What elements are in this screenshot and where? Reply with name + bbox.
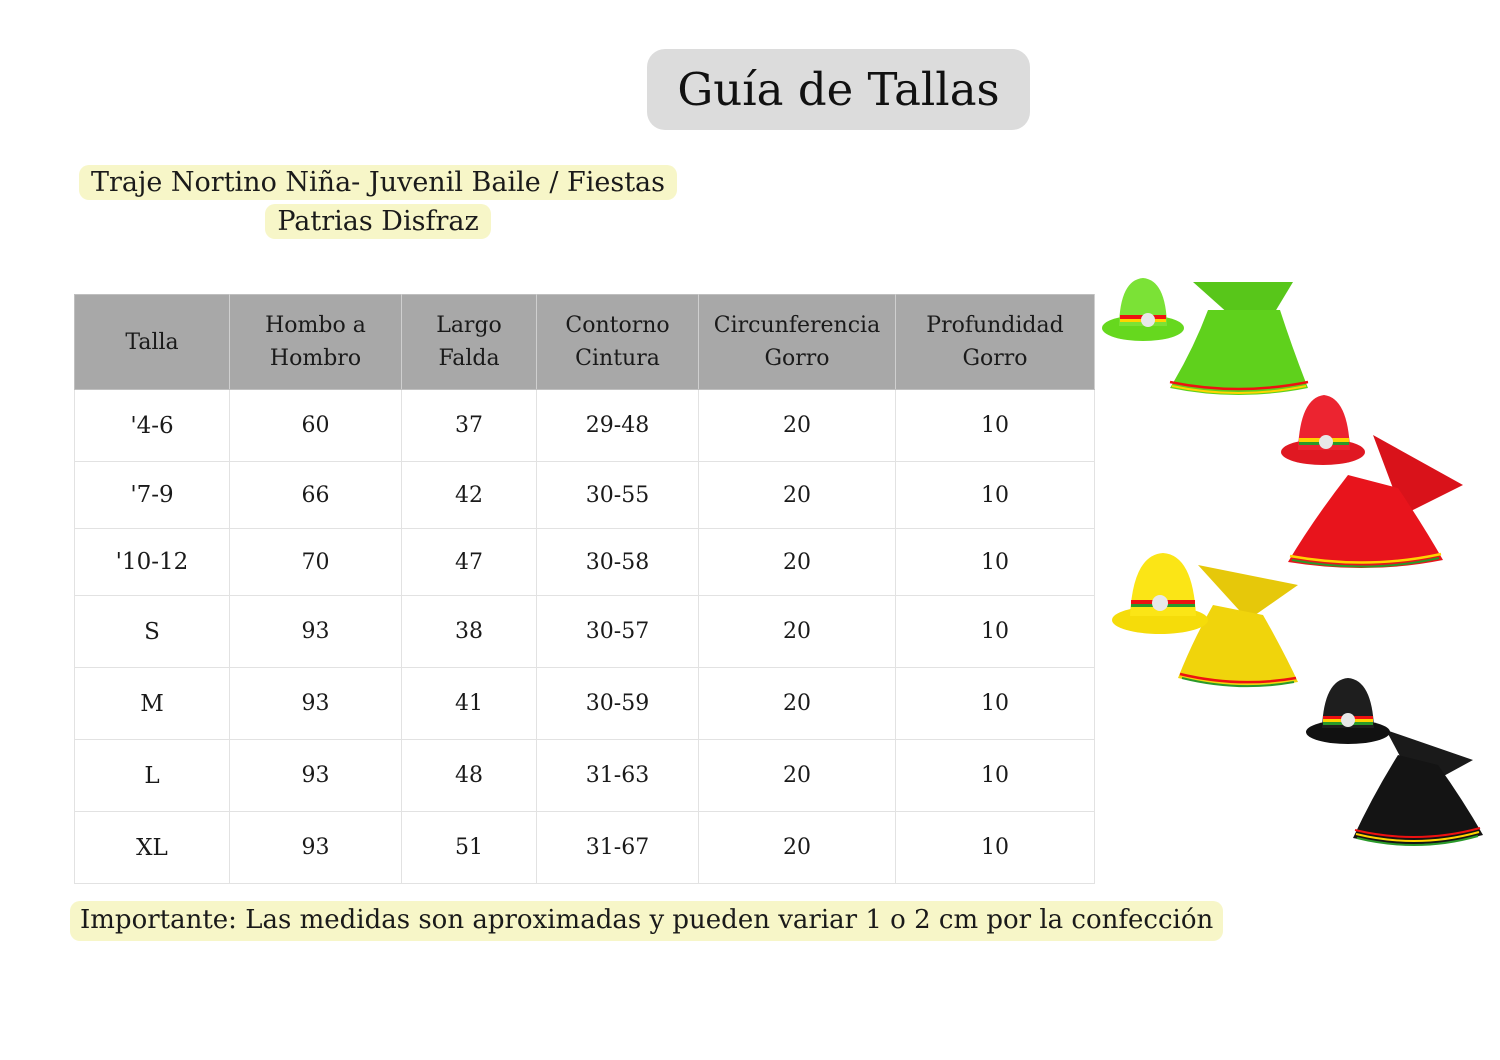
important-note: Importante: Las medidas son aproximadas y pueden variar 1 o 2 cm por la confección	[70, 898, 1223, 942]
subtitle-line-1: Traje Nortino Niña- Juvenil Baile / Fiestas	[79, 165, 677, 200]
cell: 37	[402, 390, 537, 462]
cell-talla: '4-6	[75, 390, 230, 462]
cell: 10	[896, 740, 1095, 812]
cell: 47	[402, 529, 537, 596]
cell: 10	[896, 668, 1095, 740]
cell-talla: M	[75, 668, 230, 740]
cell-talla: S	[75, 596, 230, 668]
cell: 20	[699, 668, 896, 740]
cell: 31-67	[537, 812, 699, 884]
cell: 66	[230, 462, 402, 529]
cell: 41	[402, 668, 537, 740]
yellow-costume	[1112, 553, 1298, 686]
red-costume	[1281, 395, 1463, 568]
table-row	[75, 668, 1095, 740]
cell: 38	[402, 596, 537, 668]
table-row	[75, 740, 1095, 812]
table-row	[75, 529, 1095, 596]
costume-images	[1098, 270, 1488, 860]
cell: 20	[699, 740, 896, 812]
cell: 30-58	[537, 529, 699, 596]
green-costume	[1102, 278, 1308, 395]
table-row	[75, 596, 1095, 668]
cell: 10	[896, 529, 1095, 596]
page-title: Guía de Tallas	[647, 49, 1030, 130]
cell: 51	[402, 812, 537, 884]
cell: 20	[699, 596, 896, 668]
cell-talla: XL	[75, 812, 230, 884]
size-table	[74, 294, 1095, 884]
table-header-row	[75, 295, 1095, 390]
cell: 10	[896, 812, 1095, 884]
cell-talla: L	[75, 740, 230, 812]
subtitle-line-2: Patrias Disfraz	[265, 204, 490, 239]
cell: 30-55	[537, 462, 699, 529]
header-talla: Talla	[75, 295, 230, 390]
cell: 30-59	[537, 668, 699, 740]
cell: 20	[699, 462, 896, 529]
cell: 93	[230, 596, 402, 668]
cell: 10	[896, 390, 1095, 462]
header-circunferencia-gorro: Circunferencia Gorro	[699, 295, 896, 390]
header-largo-falda: Largo Falda	[402, 295, 537, 390]
cell: 93	[230, 668, 402, 740]
cell: 29-48	[537, 390, 699, 462]
product-subtitle	[70, 163, 686, 241]
table-row	[75, 390, 1095, 462]
cell: 93	[230, 740, 402, 812]
cell: 70	[230, 529, 402, 596]
header-contorno-cintura: Contorno Cintura	[537, 295, 699, 390]
cell: 31-63	[537, 740, 699, 812]
cell-talla: '7-9	[75, 462, 230, 529]
cell: 20	[699, 812, 896, 884]
cell: 48	[402, 740, 537, 812]
cell: 20	[699, 529, 896, 596]
cell: 93	[230, 812, 402, 884]
black-costume	[1306, 678, 1483, 845]
cell: 10	[896, 462, 1095, 529]
cell: 10	[896, 596, 1095, 668]
table-row	[75, 462, 1095, 529]
header-profundidad-gorro: Profundidad Gorro	[896, 295, 1095, 390]
cell: 60	[230, 390, 402, 462]
header-hombro: Hombo a Hombro	[230, 295, 402, 390]
table-row	[75, 812, 1095, 884]
cell: 30-57	[537, 596, 699, 668]
cell: 20	[699, 390, 896, 462]
cell-talla: '10-12	[75, 529, 230, 596]
cell: 42	[402, 462, 537, 529]
